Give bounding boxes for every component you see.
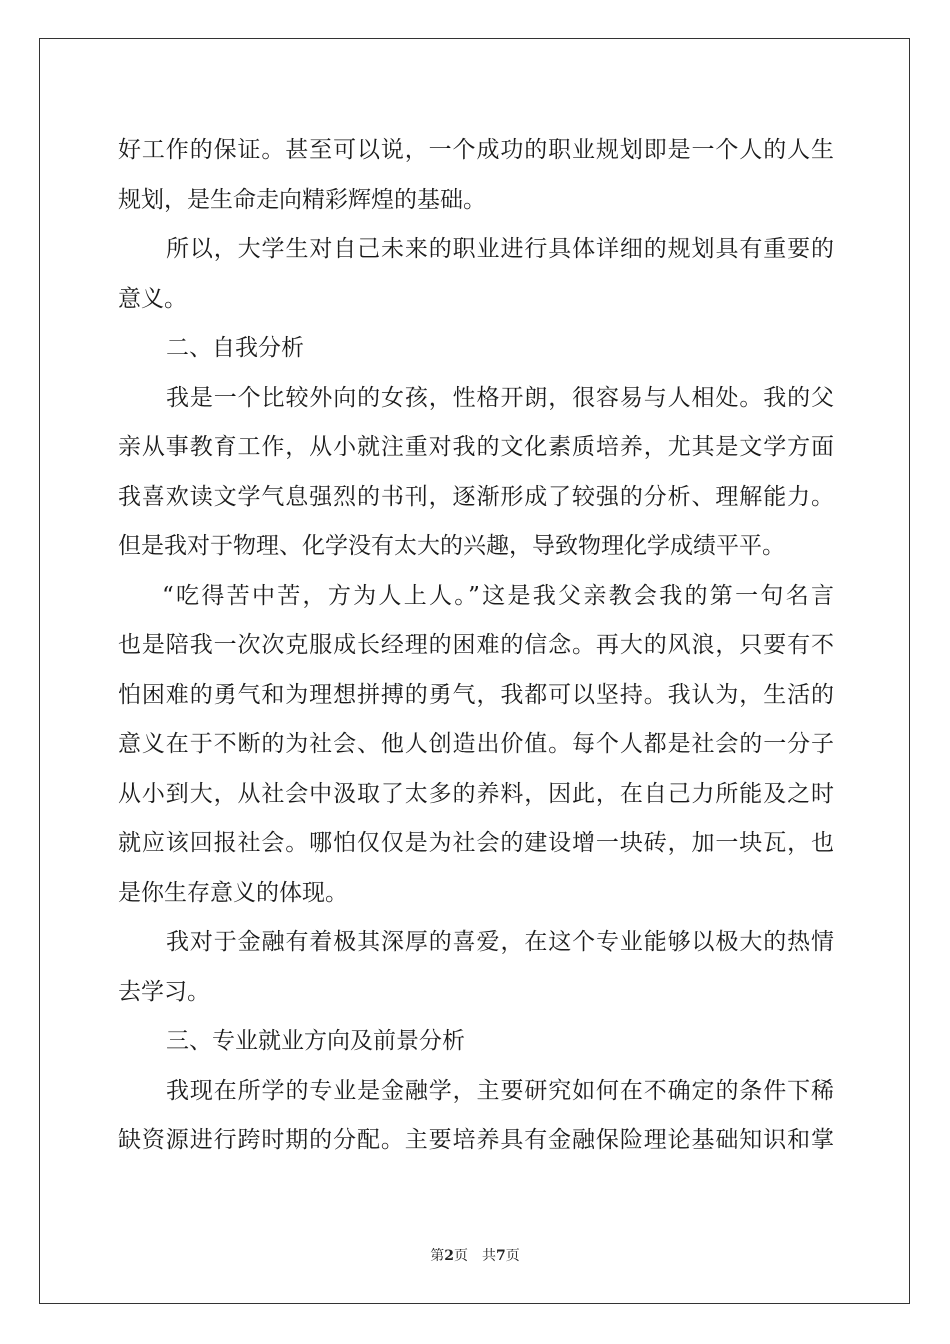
text-line: 意义在于不断的为社会、他人创造出价值。每个人都是社会的一分子	[118, 731, 834, 757]
total-suffix: 页	[505, 1248, 520, 1264]
text-line: 意义。	[118, 285, 187, 312]
text-line: 是你生存意义的体现。	[118, 879, 348, 906]
text-line: 所以，大学生对自己未来的职业进行具体详细的规划具有重要的	[166, 236, 834, 262]
page-prefix: 第	[430, 1248, 445, 1264]
section-heading: 二、自我分析	[166, 335, 304, 361]
text-line: 我现在所学的专业是金融学，主要研究如何在不确定的条件下稀	[166, 1077, 834, 1104]
page-footer	[0, 1247, 950, 1265]
text-line: 从小到大，从社会中汲取了太多的养料，因此，在自己力所能及之时	[118, 780, 834, 807]
text-line: 缺资源进行跨时期的分配。主要培养具有金融保险理论基础知识和掌	[118, 1127, 834, 1153]
page-suffix: 页	[454, 1248, 468, 1264]
text-line: 好工作的保证。甚至可以说，一个成功的职业规划即是一个人的人生	[118, 137, 834, 163]
text-line: 但是我对于物理、化学没有太大的兴趣，导致物理化学成绩平平。	[118, 533, 785, 559]
text-line: 亲从事教育工作，从小就注重对我的文化素质培养，尤其是文学方面	[118, 434, 834, 460]
total-prefix: 共	[482, 1248, 496, 1264]
text-line: 去学习。	[118, 978, 210, 1005]
text-line: “吃得苦中苦，方为人上人。”这是我父亲教会我的第一句名言	[162, 582, 834, 609]
section-heading: 三、专业就业方向及前景分析	[166, 1028, 465, 1054]
text-line: 我对于金融有着极其深厚的喜爱，在这个专业能够以极大的热情	[166, 929, 834, 955]
text-line: 怕困难的勇气和为理想拼搏的勇气，我都可以坚持。我认为，生活的	[118, 681, 834, 708]
text-line: 也是陪我一次次克服成长经理的困难的信念。再大的风浪，只要有不	[118, 632, 834, 658]
text-line: 规划，是生命走向精彩辉煌的基础。	[118, 186, 486, 213]
document-body	[118, 126, 834, 1166]
page-number: 2	[444, 1248, 454, 1264]
total-pages: 7	[496, 1248, 506, 1264]
text-line: 我是一个比较外向的女孩，性格开朗，很容易与人相处。我的父	[166, 384, 834, 411]
text-line: 我喜欢读文学气息强烈的书刊，逐渐形成了较强的分析、理解能力。	[118, 483, 834, 510]
text-line: 就应该回报社会。哪怕仅仅是为社会的建设增一块砖，加一块瓦，也	[118, 830, 834, 856]
